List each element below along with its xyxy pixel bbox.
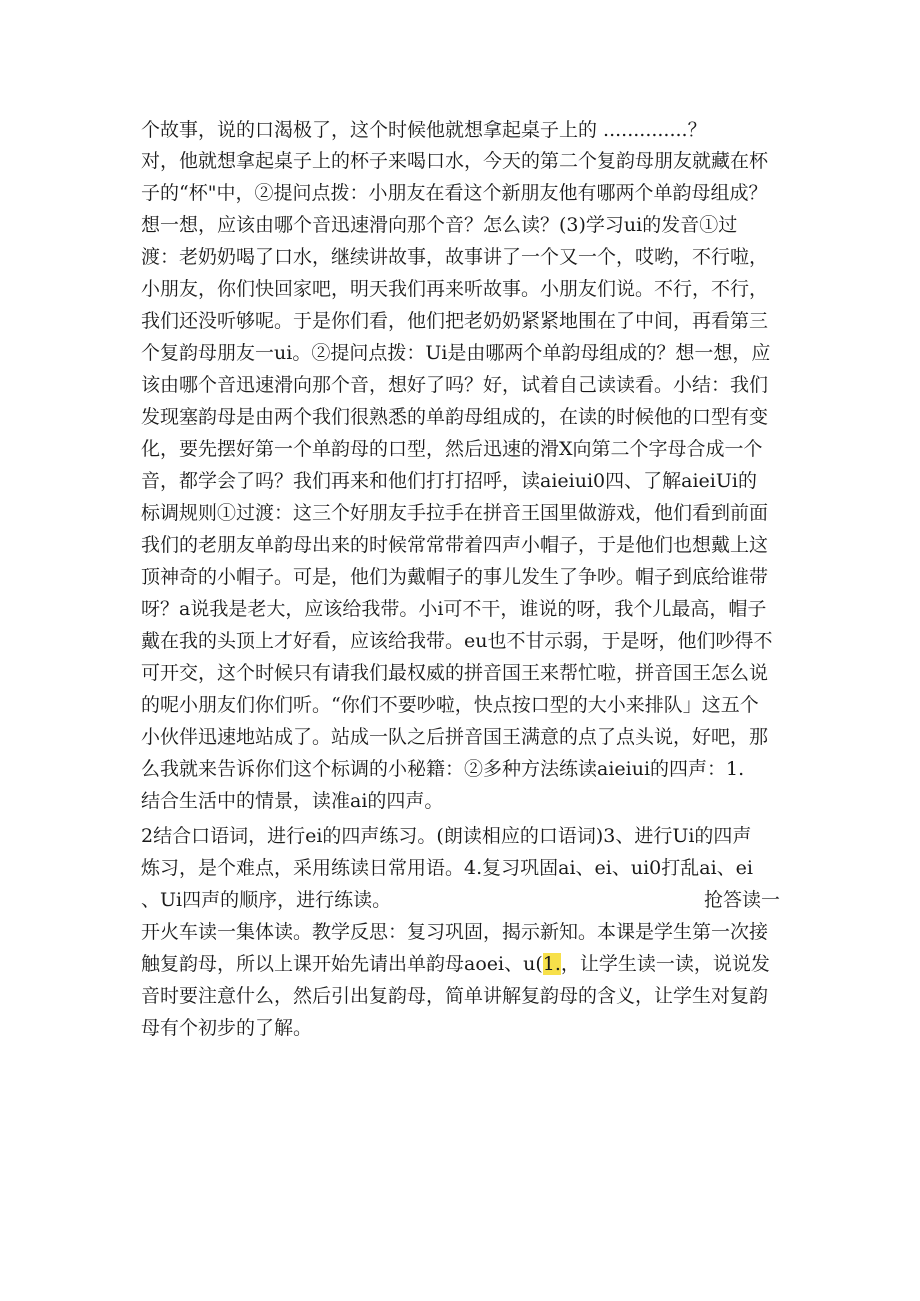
text-line: 开火车读一集体读。教学反思：复习巩固，揭示新知。本课是学生第一次接: [141, 921, 769, 943]
text-line: 发现塞韵母是由两个我们很熟悉的单韵母组成的，在读的时候他的口型有变: [141, 406, 769, 428]
text-line: 炼习，是个难点，采用练读日常用语。4.复习巩固ai、ei、ui0打乱ai、ei: [141, 857, 753, 879]
text-line: 音，都学会了吗？我们再来和他们打打招呼，读aieiui0四、了解aieiUi的: [141, 470, 757, 492]
text-line: 子的“杯"中，②提问点拨：小朋友在看这个新朋友他有哪两个单韵母组成？: [141, 182, 768, 204]
text-line: 个复韵母朋友一ui。②提问点拨：Ui是由哪两个单韵母组成的？想一想，应: [141, 342, 771, 364]
text-line: 该由哪个音迅速滑向那个音，想好了吗？好，试着自己读读看。小结：我们: [141, 374, 769, 396]
text-line: 呀？a说我是老大，应该给我带。小i可不干，谁说的呀，我个儿最高，帽子: [141, 598, 767, 620]
text-line: 母有个初步的了解。: [141, 1017, 313, 1039]
text-line: 化，要先摆好第一个单韵母的口型，然后迅速的滑X向第二个字母合成一个: [141, 438, 763, 460]
text-line: 么我就来告诉你们这个标调的小秘籍：②多种方法练读aieiui的四声：1.: [141, 758, 745, 780]
text-segment: ，让学生读一读，说说发: [560, 953, 770, 975]
text-line: 对，他就想拿起桌子上的杯子来喝口水，今天的第二个复韵母朋友就藏在杯: [141, 150, 769, 172]
text-line-with-highlight: [141, 952, 770, 976]
text-line: 标调规则①过渡：这三个好朋友手拉手在拼音王国里做游戏，他们看到前面: [141, 502, 769, 524]
text-line: 可开交，这个时候只有请我们最权威的拼音国王来帮忙啦，拼音国王怎么说: [141, 662, 769, 684]
text-line: 2结合口语词，进行ei的四声练习。(朗读相应的口语词)3、进行Ui的四声: [141, 825, 752, 847]
text-segment: 触复韵母，所以上课开始先请出单韵母aoei、u(: [141, 953, 543, 975]
text-line: 我们还没听够呢。于是你们看，他们把老奶奶紧紧地围在了中间，再看第三: [141, 310, 769, 332]
text-line: 戴在我的头顶上才好看，应该给我带。eu也不甘示弱，于是呀，他们吵得不: [141, 630, 773, 652]
text-line: 、Ui四声的顺序，进行练读。: [141, 889, 392, 911]
text-line: 顶神奇的小帽子。可是，他们为戴帽子的事儿发生了争吵。帽子到底给谁带: [141, 566, 769, 588]
text-line: 小伙伴迅速地站成了。站成一队之后拼音国王满意的点了点头说，好吧，那: [141, 726, 769, 748]
text-line: 我们的老朋友单韵母出来的时候常常带着四声小帽子，于是他们也想戴上这: [141, 534, 769, 556]
text-line: 渡：老奶奶喝了口水，继续讲故事，故事讲了一个又一个，哎哟，不行啦，: [141, 246, 769, 268]
text-line: 结合生活中的情景，读准ai的四声。: [141, 790, 444, 812]
text-line-right-aligned: 抢答读一: [703, 889, 780, 911]
text-line: 小朋友，你们快回家吧，明天我们再来听故事。小朋友们说。不行，不行，: [141, 278, 769, 300]
text-line: 的呢小朋友们你们听。“你们不要吵啦，快点按口型的大小来排队」这五个: [141, 694, 759, 716]
text-line: 音时要注意什么，然后引出复韵母，简单讲解复韵母的含义，让学生对复韵: [141, 985, 769, 1007]
text-line: 想一想，应该由哪个音迅速滑向那个音？怎么读？(3)学习ui的发音①过: [141, 214, 738, 236]
highlighted-text: 1.: [542, 953, 561, 975]
text-line: 个故事，说的口渴极了，这个时候他就想拿起桌子上的 ..............？: [141, 119, 707, 141]
